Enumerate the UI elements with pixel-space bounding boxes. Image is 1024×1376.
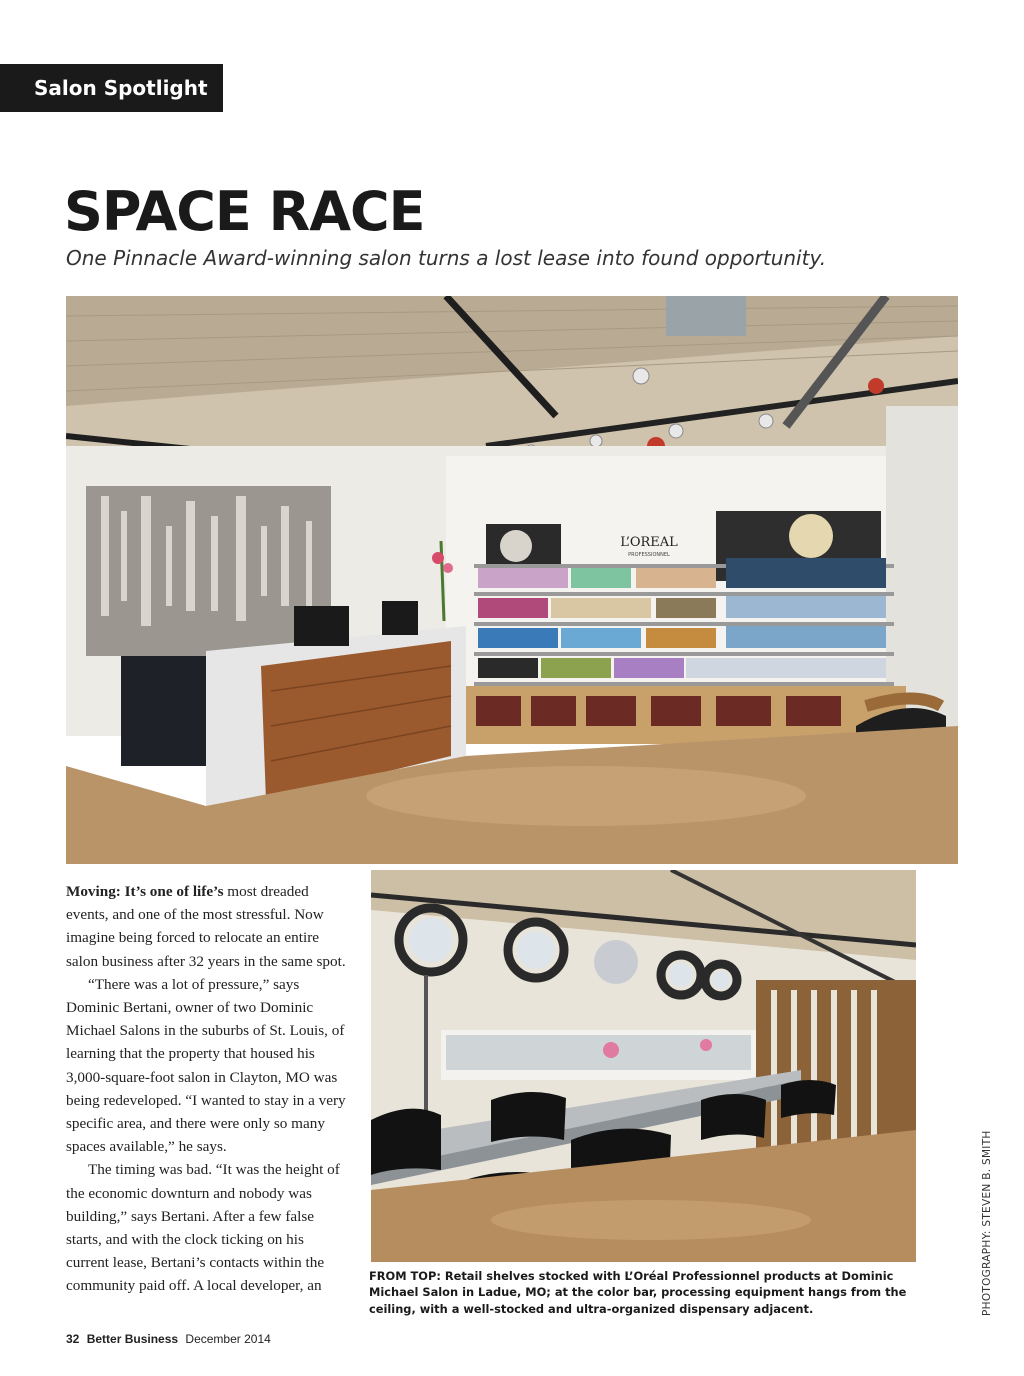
body-paragraph-3: The timing was bad. “It was the height of the economic downturn and nobody was building,” says Bertani. After a few false starts, and with the clock ticking on his current lease, Bertani’s contacts within the community paid off. A local developer, an bbox=[66, 1161, 340, 1295]
photo-credit: PHOTOGRAPHY: STEVEN B. SMITH bbox=[981, 1130, 993, 1316]
photo-salon-retail bbox=[66, 296, 958, 864]
body-lead-in: Moving: It’s one of life’s bbox=[66, 883, 224, 900]
body-paragraph-2: “There was a lot of pressure,” says Dominic Bertani, owner of two Dominic Michael Salons in the suburbs of St. Louis, of learning that the property that housed his 3,000-square-foot salon in Clayton, MO was being redeveloped. “I wanted to stay in a very specific area, and there were only so many spaces available,” he says. bbox=[66, 975, 346, 1156]
article-title: SPACE RACE bbox=[64, 180, 425, 243]
section-tag: Salon Spotlight bbox=[0, 64, 223, 112]
loreal-sign: L’OREAL bbox=[620, 535, 678, 550]
body-paragraph-1-text: most dreaded events, and one of the most stressful. Now imagine being forced to relocate an entire salon business after 32 years in the same spot. bbox=[66, 883, 346, 970]
page-footer bbox=[66, 1332, 271, 1346]
body-paragraph-1 bbox=[66, 880, 348, 973]
article-dek: One Pinnacle Award-winning salon turns a lost lease into found opportunity. bbox=[66, 246, 827, 270]
loreal-sign-sub: PROFESSIONNEL bbox=[628, 552, 670, 558]
photo-caption: FROM TOP: Retail shelves stocked with L’Oréal Professionnel products at Dominic Michael Salon in Ladue, MO; at the color bar, processing equipment hangs from the ceiling, with a well-stocked and ultra-organized dispensary adjacent. bbox=[369, 1269, 907, 1316]
issue-date: December 2014 bbox=[185, 1332, 271, 1346]
publication-name: Better Business bbox=[86, 1332, 179, 1346]
photo-color-bar bbox=[371, 870, 916, 1262]
article-body bbox=[66, 880, 348, 1298]
page-number: 32 bbox=[66, 1332, 80, 1346]
